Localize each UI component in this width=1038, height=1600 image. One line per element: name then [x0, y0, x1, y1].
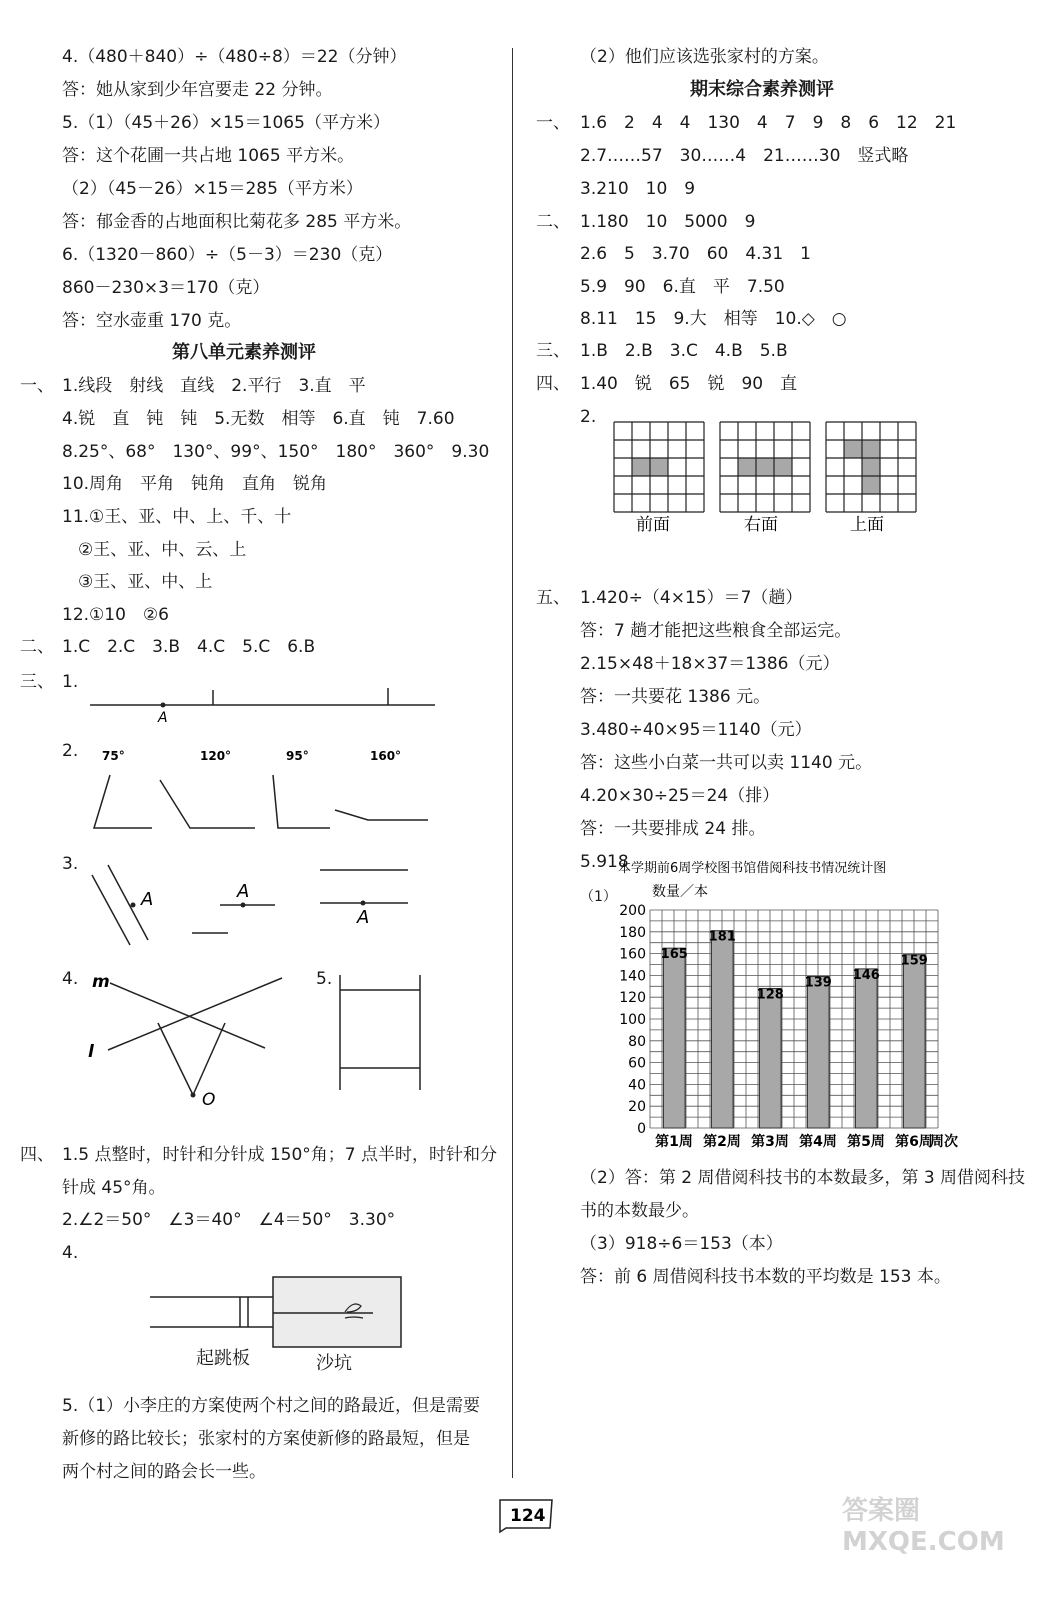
chart-ylabel: 数量／本 — [652, 884, 708, 900]
r-s5-line-2a: 答：一共要花 1386 元。 — [580, 687, 771, 707]
l-s4-line-2: 2.∠2＝50° ∠3＝40° ∠4＝50° 3.30° — [62, 1210, 396, 1230]
chart-value-label-5: 146 — [852, 967, 880, 983]
section-title-final: 期末综合素养测评 — [690, 79, 834, 100]
l-s4-line-4: 4. — [62, 1243, 79, 1263]
r-s1-line-3: 3.210 10 9 — [580, 179, 696, 199]
angle-95 — [273, 775, 330, 828]
chart-ytick: 40 — [628, 1077, 646, 1094]
l-s1-line-8: 12.①10 ②6 — [62, 605, 169, 625]
chart-bar-3 — [759, 988, 781, 1128]
q3-lines-figure — [80, 855, 430, 950]
q2-angles-figure — [80, 740, 440, 835]
r-s4-line-1: 1.40 锐 65 锐 90 直 — [580, 374, 798, 394]
l-line-8: 860－230×3＝170（克） — [62, 278, 270, 298]
angle-label-160: 160° — [370, 749, 402, 763]
r-s2-label: 二、 — [536, 212, 570, 232]
three-views-figure — [610, 418, 930, 538]
l-s3-label: 三、 — [20, 672, 54, 692]
l-line-7: 6.（1320－860）÷（5－3）＝230（克） — [62, 245, 393, 265]
l-s1-line-3: 8.25°、68° 130°、99°、150° 180° 360° 9.30 — [62, 442, 490, 462]
q4-label: 4. — [62, 969, 79, 989]
r-s5-line-1a: 答：7 趟才能把这些粮食全部运完。 — [580, 621, 852, 641]
chart-ytick: 160 — [619, 946, 646, 963]
chart-category-2: 第2周 — [703, 1134, 741, 1150]
r-s5-line-2: 2.15×48＋18×37＝1386（元） — [580, 654, 840, 674]
q3-label: 3. — [62, 854, 79, 874]
l-s1-line-6: ②王、亚、中、云、上 — [78, 540, 247, 560]
l-s4-label: 四、 — [20, 1145, 54, 1165]
chart-ytick: 140 — [619, 968, 646, 985]
r-s1-line-2: 2.7……57 30……4 21……30 竖式略 — [580, 146, 909, 166]
l-s1-line-2: 4.锐 直 钝 钝 5.无数 相等 6.直 钝 7.60 — [62, 409, 455, 429]
angle-label-75: 75° — [102, 749, 125, 763]
q1-point-a: A — [158, 710, 168, 725]
column-divider — [512, 48, 513, 1478]
chart-category-4: 第4周 — [799, 1134, 837, 1150]
r-s1-label: 一、 — [536, 113, 570, 133]
angle-120 — [160, 780, 255, 828]
l-line-2: 答：她从家到少年宫要走 22 分钟。 — [62, 80, 333, 100]
long-jump-figure — [145, 1272, 410, 1350]
board-label: 起跳板 — [196, 1348, 250, 1369]
l-s4-line-5a: 5.（1）小李庄的方案使两个村之间的路最近，但是需要 — [62, 1396, 481, 1416]
chart-category-1: 第1周 — [655, 1134, 693, 1150]
l-s4-line-1a: 1.5 点整时，时针和分针成 150°角；7 点半时，时针和分 — [62, 1145, 498, 1165]
chart-ytick: 80 — [628, 1033, 646, 1050]
view-label-top: 上面 — [850, 515, 884, 535]
q2-label: 2. — [62, 741, 79, 761]
watermark: 答案圈 MXQE.COM — [842, 1496, 1005, 1557]
q4-label-o: O — [202, 1090, 216, 1110]
l-s4-line-5c: 两个村之间的路会长一些。 — [62, 1462, 266, 1482]
l-s1-label: 一、 — [20, 376, 54, 396]
l-line-4: 答：这个花圃一共占地 1065 平方米。 — [62, 146, 355, 166]
r-s2-line-3: 5.9 90 6.直 平 7.50 — [580, 277, 785, 297]
r-s5-line-5-3a: 答：前 6 周借阅科技书本数的平均数是 153 本。 — [580, 1267, 951, 1287]
sand-pit — [273, 1277, 401, 1347]
angle-160 — [335, 810, 428, 820]
r-s2-line-1: 1.180 10 5000 9 — [580, 212, 756, 232]
r-s5-line-5-2b: 书的本数最少。 — [580, 1201, 699, 1221]
page-number: 124 — [510, 1506, 546, 1526]
q3-point-a2: A — [237, 881, 250, 902]
angle-label-120: 120° — [200, 749, 232, 763]
chart-bar-2 — [711, 931, 733, 1128]
l-s2-label: 二、 — [20, 637, 54, 657]
r-s3-label: 三、 — [536, 341, 570, 361]
q3-point-a3: A — [357, 907, 370, 928]
angle-75 — [94, 775, 152, 828]
r-line-1: （2）他们应该选张家村的方案。 — [580, 47, 829, 67]
chart-bar-5 — [855, 969, 877, 1128]
view-right — [738, 458, 792, 476]
r-s3-line-1: 1.B 2.B 3.C 4.B 5.B — [580, 341, 788, 361]
angle-label-95: 95° — [286, 749, 309, 763]
r-s5-line-3a: 答：这些小白菜一共可以卖 1140 元。 — [580, 753, 873, 773]
q1-label: 1. — [62, 672, 79, 692]
r-s5-line-4a: 答：一共要排成 24 排。 — [580, 819, 766, 839]
chart-ytick: 180 — [619, 924, 646, 941]
r-s2-line-4: 8.11 15 9.大 相等 10.◇ ○ — [580, 309, 847, 329]
l-line-9: 答：空水壶重 170 克。 — [62, 311, 242, 331]
r-s5-line-5-3: （3）918÷6＝153（本） — [580, 1234, 783, 1254]
borrowing-bar-chart — [590, 850, 990, 1160]
q5-label: 5. — [316, 969, 333, 989]
chart-ytick: 200 — [619, 903, 646, 919]
l-s1-line-7: ③王、亚、中、上 — [78, 572, 213, 592]
view-label-right: 右面 — [744, 515, 778, 535]
chart-value-label-4: 139 — [804, 975, 832, 991]
chart-title: 本学期前6周学校图书馆借阅科技书情况统计图 — [618, 861, 887, 876]
q4-label-l: l — [88, 1042, 94, 1062]
chart-category-5: 第5周 — [847, 1134, 885, 1150]
l-line-3: 5.（1）（45＋26）×15＝1065（平方米） — [62, 113, 390, 133]
chart-ytick: 20 — [628, 1099, 646, 1116]
r-s4-label: 四、 — [536, 374, 570, 394]
l-s1-line-5: 11.①王、亚、中、上、千、十 — [62, 507, 292, 527]
r-s5-label: 五、 — [536, 588, 570, 608]
q4-figure — [80, 965, 310, 1115]
l-line-6: 答：郁金香的占地面积比菊花多 285 平方米。 — [62, 212, 412, 232]
chart-value-label-1: 165 — [660, 947, 688, 963]
chart-value-label-3: 128 — [756, 987, 784, 1003]
r-s1-line-1: 1.6 2 4 4 130 4 7 9 8 6 12 21 — [580, 113, 957, 133]
l-line-1: 4.（480＋840）÷（480÷8）＝22（分钟） — [62, 47, 407, 67]
view-label-front: 前面 — [636, 515, 670, 535]
chart-value-label-2: 181 — [708, 929, 736, 945]
l-s1-line-1: 1.线段 射线 直线 2.平行 3.直 平 — [62, 376, 366, 396]
chart-ytick: 100 — [619, 1012, 646, 1028]
r-s5-line-1: 1.420÷（4×15）＝7（趟） — [580, 588, 803, 608]
q4-label-m: m — [92, 972, 110, 992]
r-s5-line-5-2a: （2）答：第 2 周借阅科技书的本数最多，第 3 周借阅科技 — [580, 1168, 1026, 1188]
l-s4-line-1b: 针成 45°角。 — [62, 1178, 166, 1198]
chart-bar-1 — [663, 948, 685, 1128]
chart-ytick: 60 — [628, 1055, 646, 1072]
r-s2-line-2: 2.6 5 3.70 60 4.31 1 — [580, 244, 812, 264]
l-s2-line-1: 1.C 2.C 3.B 4.C 5.C 6.B — [62, 637, 316, 657]
q1-line-figure — [80, 685, 440, 725]
r-s4-line-2: 2. — [580, 407, 597, 427]
chart-category-3: 第3周 — [751, 1134, 789, 1150]
q5-figure — [335, 970, 425, 1095]
l-s4-line-5b: 新修的路比较长；张家村的方案使新修的路最短，但是 — [62, 1429, 470, 1449]
chart-bar-6 — [903, 955, 925, 1128]
section-title-unit8: 第八单元素养测评 — [172, 342, 316, 363]
chart-ytick: 0 — [637, 1121, 646, 1137]
r-s5-line-3: 3.480÷40×95＝1140（元） — [580, 720, 812, 740]
r-s5-line-5-1: （1） — [580, 889, 617, 905]
chart-bar-4 — [807, 976, 829, 1128]
pit-label: 沙坑 — [316, 1353, 352, 1374]
l-line-5: （2）（45－26）×15＝285（平方米） — [62, 179, 363, 199]
r-s5-line-5: 5.918 — [580, 852, 629, 872]
r-s5-line-4: 4.20×30÷25＝24（排） — [580, 786, 780, 806]
chart-value-label-6: 159 — [900, 953, 928, 969]
chart-category-6: 第6周 — [895, 1134, 933, 1150]
l-s1-line-4: 10.周角 平角 钝角 直角 锐角 — [62, 474, 328, 494]
q3-point-a1: A — [141, 889, 154, 910]
page-number-badge — [496, 1494, 556, 1534]
chart-ytick: 120 — [619, 990, 646, 1007]
chart-xlabel: 周次 — [930, 1134, 958, 1150]
